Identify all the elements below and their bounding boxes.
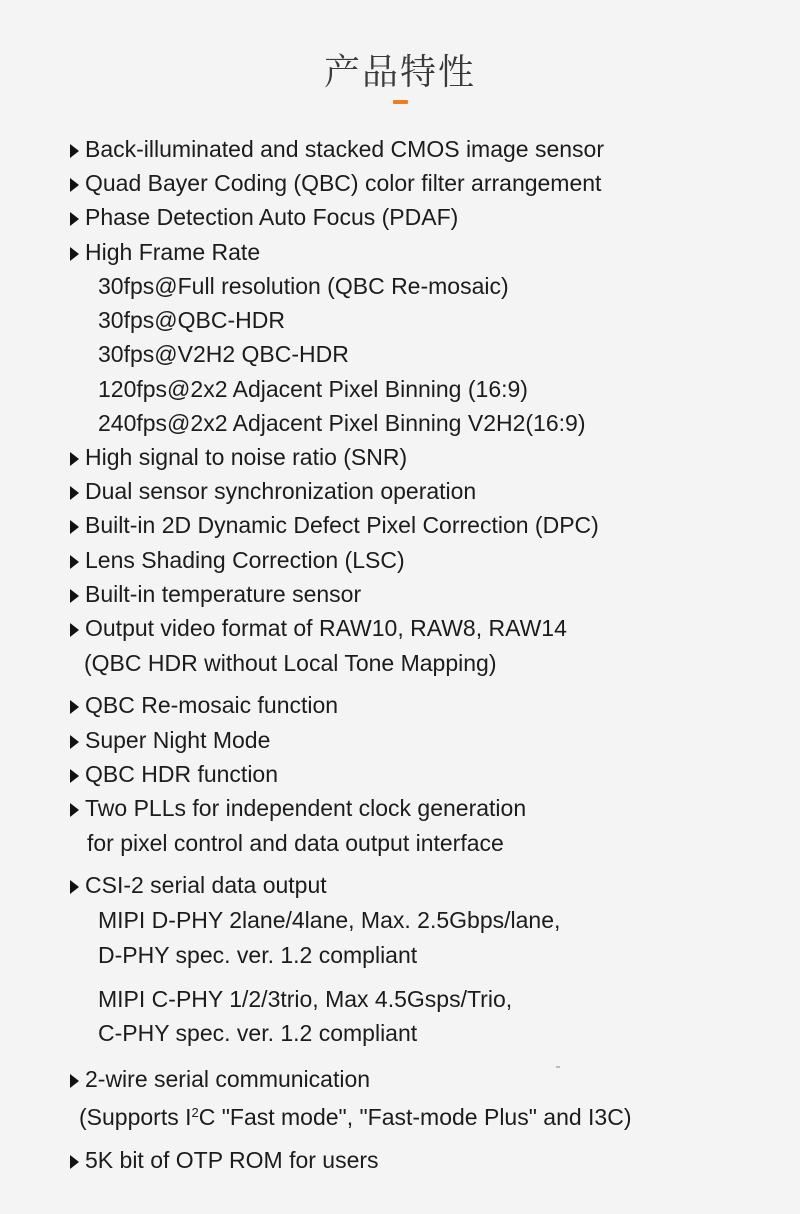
triangle-bullet-icon bbox=[70, 735, 79, 749]
feature-continuation: (Supports $I^2C$ "Fast mode", "Fast-mode Plus" and I3C) bbox=[79, 1104, 632, 1130]
triangle-bullet-icon bbox=[70, 769, 79, 783]
triangle-bullet-icon bbox=[70, 178, 79, 192]
triangle-bullet-icon bbox=[70, 623, 79, 637]
triangle-bullet-icon bbox=[70, 247, 79, 261]
feature-continuation: (QBC HDR without Local Tone Mapping) bbox=[84, 650, 497, 676]
triangle-bullet-icon bbox=[70, 1074, 79, 1088]
feature-item: Built-in temperature sensor bbox=[70, 579, 361, 609]
feature-item: High Frame Rate bbox=[70, 237, 260, 267]
feature-item: Two PLLs for independent clock generation bbox=[70, 793, 526, 823]
triangle-bullet-icon bbox=[70, 700, 79, 714]
feature-subitem: 240fps@2x2 Adjacent Pixel Binning V2H2(16:9) bbox=[98, 410, 586, 436]
triangle-bullet-icon bbox=[70, 486, 79, 500]
superscript: 2 bbox=[191, 1105, 199, 1120]
triangle-bullet-icon bbox=[70, 555, 79, 569]
stray-mark bbox=[556, 1066, 560, 1068]
triangle-bullet-icon bbox=[70, 880, 79, 894]
feature-item: Dual sensor synchronization operation bbox=[70, 476, 476, 506]
feature-subitem: MIPI D-PHY 2lane/4lane, Max. 2.5Gbps/lane, bbox=[98, 907, 561, 933]
feature-subitem: C-PHY spec. ver. 1.2 compliant bbox=[98, 1020, 418, 1046]
feature-continuation: for pixel control and data output interface bbox=[87, 830, 504, 856]
triangle-bullet-icon bbox=[70, 803, 79, 817]
feature-subitem: 120fps@2x2 Adjacent Pixel Binning (16:9) bbox=[98, 376, 528, 402]
feature-item: Built-in 2D Dynamic Defect Pixel Correction (DPC) bbox=[70, 510, 599, 540]
triangle-bullet-icon bbox=[70, 589, 79, 603]
feature-item: 2-wire serial communication bbox=[70, 1064, 370, 1094]
feature-subitem: MIPI C-PHY 1/2/3trio, Max 4.5Gsps/Trio, bbox=[98, 986, 513, 1012]
feature-item: Quad Bayer Coding (QBC) color filter arrangement bbox=[70, 168, 601, 198]
triangle-bullet-icon bbox=[70, 1155, 79, 1169]
feature-item: QBC HDR function bbox=[70, 759, 278, 789]
feature-item: High signal to noise ratio (SNR) bbox=[70, 442, 407, 472]
feature-subitem: D-PHY spec. ver. 1.2 compliant bbox=[98, 942, 418, 968]
feature-item: QBC Re-mosaic function bbox=[70, 690, 338, 720]
triangle-bullet-icon bbox=[70, 520, 79, 534]
feature-item: CSI-2 serial data output bbox=[70, 870, 327, 900]
feature-subitem: 30fps@Full resolution (QBC Re-mosaic) bbox=[98, 273, 509, 299]
triangle-bullet-icon bbox=[70, 144, 79, 158]
feature-item: Lens Shading Correction (LSC) bbox=[70, 545, 405, 575]
feature-subitem: 30fps@V2H2 QBC-HDR bbox=[98, 341, 349, 367]
feature-item: 5K bit of OTP ROM for users bbox=[70, 1145, 379, 1175]
triangle-bullet-icon bbox=[70, 212, 79, 226]
feature-item: Back-illuminated and stacked CMOS image sensor bbox=[70, 134, 604, 164]
feature-subitem: 30fps@QBC-HDR bbox=[98, 307, 285, 333]
feature-item: Phase Detection Auto Focus (PDAF) bbox=[70, 202, 458, 232]
triangle-bullet-icon bbox=[70, 452, 79, 466]
page-title: 产品特性 bbox=[323, 52, 476, 93]
feature-item: Super Night Mode bbox=[70, 725, 270, 755]
title-accent-bar bbox=[393, 100, 408, 104]
feature-item: Output video format of RAW10, RAW8, RAW14 bbox=[70, 613, 567, 643]
